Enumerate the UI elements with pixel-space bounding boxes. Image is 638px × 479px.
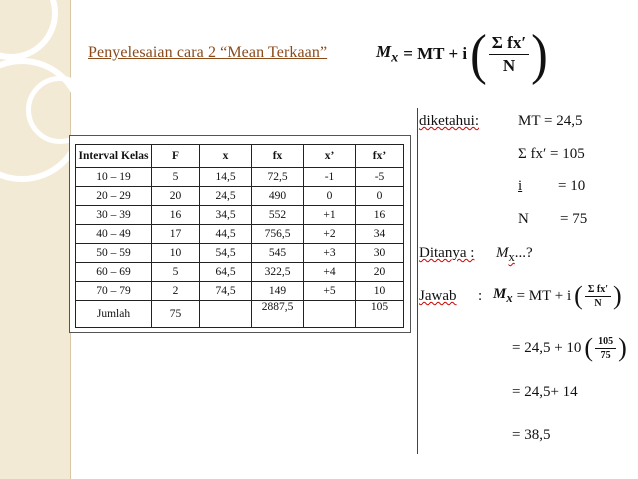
table-cell: 545 xyxy=(252,244,304,263)
table-cell: 2 xyxy=(152,282,200,301)
table-cell: 10 xyxy=(152,244,200,263)
table-cell: 20 xyxy=(356,263,404,282)
table-total-row xyxy=(76,301,404,328)
table-cell: 30 xyxy=(356,244,404,263)
table-cell: 149 xyxy=(252,282,304,301)
table-cell: 756,5 xyxy=(252,225,304,244)
total-fx: 2887,5 xyxy=(252,301,304,328)
formula-left-paren: ( xyxy=(470,22,487,86)
table-cell: 490 xyxy=(252,187,304,206)
formula-lhs: $M_x$ xyxy=(376,41,399,66)
table-cell: -5 xyxy=(356,168,404,187)
table-cell: 16 xyxy=(152,206,200,225)
table-cell: 10 xyxy=(356,282,404,301)
table-cell: 50 – 59 xyxy=(76,244,152,263)
question-label: Ditanya : xyxy=(419,245,475,261)
table-cell: 20 xyxy=(152,187,200,206)
formula-rhs: = MT + i xyxy=(403,44,468,63)
answer-step-1: = 24,5 + 10 ( $\frac{105}{75}$ ) xyxy=(512,333,627,362)
table-cell: 322,5 xyxy=(252,263,304,282)
formula-right-paren: ) xyxy=(531,22,548,86)
table-cell: 64,5 xyxy=(200,263,252,282)
table-cell: 14,5 xyxy=(200,168,252,187)
formula-fraction xyxy=(489,33,529,76)
table-cell: +1 xyxy=(304,206,356,225)
table-row xyxy=(76,282,404,301)
table-cell: 10 – 19 xyxy=(76,168,152,187)
table-cell: +4 xyxy=(304,263,356,282)
table-cell: 20 – 29 xyxy=(76,187,152,206)
table-cell: 0 xyxy=(356,187,404,206)
table-row xyxy=(76,263,404,282)
formula-denominator: N xyxy=(502,55,516,75)
known-i-label: i xyxy=(518,178,523,194)
answer-step-2: = 24,5+ 14 xyxy=(512,384,578,400)
question-variable: $M_x$...? xyxy=(496,245,533,264)
table-row xyxy=(76,244,404,263)
answer-colon: : xyxy=(478,288,483,304)
known-n-label: N xyxy=(518,211,529,227)
known-n-value: = 75 xyxy=(560,211,588,227)
table-cell: 30 – 39 xyxy=(76,206,152,225)
table-cell: +3 xyxy=(304,244,356,263)
mean-formula xyxy=(376,22,548,86)
page-title: Penyelesaian cara 2 “Mean Terkaan” xyxy=(88,44,328,61)
table-cell: 70 – 79 xyxy=(76,282,152,301)
header-interval: Interval Kelas xyxy=(76,145,152,168)
known-i-value: = 10 xyxy=(558,178,586,194)
table-cell: -1 xyxy=(304,168,356,187)
table-cell: +5 xyxy=(304,282,356,301)
header-fx: fx xyxy=(252,145,304,168)
vertical-divider xyxy=(417,108,418,454)
header-x: x xyxy=(200,145,252,168)
total-x-empty xyxy=(200,301,252,328)
table-cell: 44,5 xyxy=(200,225,252,244)
table-cell: 60 – 69 xyxy=(76,263,152,282)
table-row xyxy=(76,168,404,187)
answer-step-3: = 38,5 xyxy=(512,427,551,443)
decorative-circle-small xyxy=(26,76,94,144)
answer-label: Jawab xyxy=(419,288,457,304)
table-header-row xyxy=(76,145,404,168)
header-fx-prime: fx’ xyxy=(356,145,404,168)
table-row xyxy=(76,225,404,244)
table-row xyxy=(76,187,404,206)
known-mt: MT = 24,5 xyxy=(518,113,583,129)
table-cell: 74,5 xyxy=(200,282,252,301)
table-cell: 5 xyxy=(152,263,200,282)
table-cell: 54,5 xyxy=(200,244,252,263)
table-cell: 16 xyxy=(356,206,404,225)
header-x-prime: x’ xyxy=(304,145,356,168)
table-cell: 5 xyxy=(152,168,200,187)
table-cell: 0 xyxy=(304,187,356,206)
table-cell: 34 xyxy=(356,225,404,244)
table-row xyxy=(76,206,404,225)
table-cell: 17 xyxy=(152,225,200,244)
formula-numerator: Σ fx′ xyxy=(489,33,529,55)
table-cell: 24,5 xyxy=(200,187,252,206)
table-cell: 72,5 xyxy=(252,168,304,187)
known-sum-fx: Σ fx′ = 105 xyxy=(518,146,585,162)
total-label: Jumlah xyxy=(76,301,152,328)
table-cell: +2 xyxy=(304,225,356,244)
total-x-prime-empty xyxy=(304,301,356,328)
header-f: F xyxy=(152,145,200,168)
total-f: 75 xyxy=(152,301,200,328)
table-cell: 40 – 49 xyxy=(76,225,152,244)
known-label: diketahui: xyxy=(419,113,479,129)
frequency-table xyxy=(75,144,404,328)
table-cell: 34,5 xyxy=(200,206,252,225)
answer-formula: $M_x$ = MT + i ( $\frac{\text{Σ fx′}}{N}$ ) xyxy=(493,281,622,310)
table-cell: 552 xyxy=(252,206,304,225)
frequency-table-box xyxy=(69,135,411,333)
total-fx-prime: 105 xyxy=(356,301,404,328)
